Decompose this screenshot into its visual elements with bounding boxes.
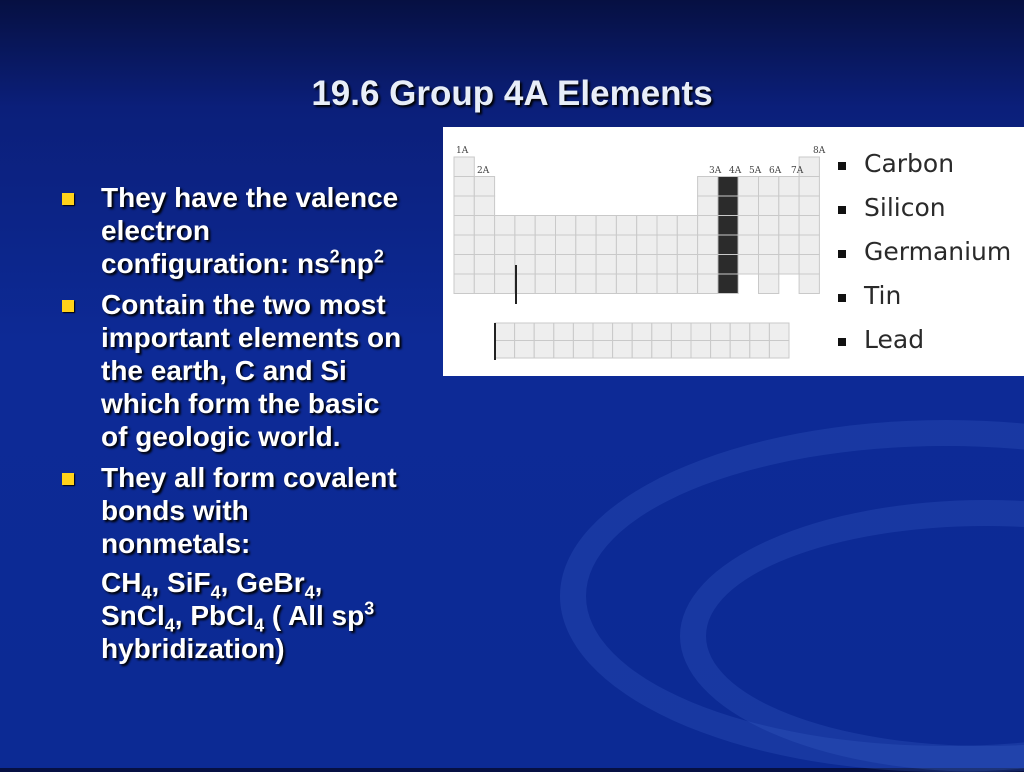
element-cell	[759, 255, 779, 275]
element-cell	[738, 196, 758, 216]
element-cell	[799, 235, 819, 255]
f-block-cell	[750, 323, 770, 341]
element-cell	[495, 255, 515, 275]
element-cell	[779, 177, 799, 197]
element-cell	[515, 235, 535, 255]
element-cell	[454, 255, 474, 275]
element-cell	[535, 274, 555, 294]
legend-label: Tin	[864, 281, 902, 310]
f-block-cell	[711, 341, 731, 359]
element-cell	[698, 177, 718, 197]
f-block-cell	[495, 341, 515, 359]
element-cell	[698, 274, 718, 294]
element-cell	[556, 274, 576, 294]
element-cell	[799, 274, 819, 294]
group-label-4a: 4A	[729, 166, 742, 176]
element-cell	[535, 216, 555, 236]
element-cell	[495, 216, 515, 236]
element-cell	[799, 196, 819, 216]
element-cell	[454, 235, 474, 255]
f-block-cell	[573, 341, 593, 359]
element-cell	[576, 274, 596, 294]
group-4a-cell	[718, 255, 738, 275]
element-cell	[515, 255, 535, 275]
slide-title: 19.6 Group 4A Elements	[311, 74, 713, 113]
element-cell	[474, 216, 494, 236]
element-cell	[616, 255, 636, 275]
element-cell	[637, 255, 657, 275]
f-block-cell	[769, 341, 789, 359]
element-cell	[454, 177, 474, 197]
element-cell	[616, 216, 636, 236]
f-block-cell	[691, 323, 711, 341]
element-cell	[779, 235, 799, 255]
group-4a-cell	[718, 235, 738, 255]
element-cell	[495, 274, 515, 294]
element-cell	[779, 255, 799, 275]
bullet-item	[62, 461, 402, 665]
element-cell	[799, 216, 819, 236]
f-block-cell	[730, 323, 750, 341]
group-label-3a: 3A	[709, 166, 722, 176]
element-cell	[759, 177, 779, 197]
group-label-7a: 7A	[791, 166, 804, 176]
element-cell	[677, 255, 697, 275]
group-label-2a: 2A	[477, 166, 490, 176]
f-block-cell	[554, 341, 574, 359]
element-cell	[657, 274, 677, 294]
legend-label: Silicon	[864, 193, 946, 222]
element-cell	[576, 216, 596, 236]
group-4a-cell	[718, 274, 738, 294]
square-bullet-icon	[838, 294, 846, 302]
legend-item	[838, 325, 1011, 369]
element-cell	[759, 235, 779, 255]
element-cell	[759, 196, 779, 216]
element-cell	[535, 255, 555, 275]
f-block-cell	[711, 323, 731, 341]
f-block-cell	[671, 341, 691, 359]
element-cell	[535, 235, 555, 255]
element-cell	[616, 274, 636, 294]
element-cell	[799, 255, 819, 275]
f-block-cell	[515, 341, 535, 359]
element-cell	[474, 255, 494, 275]
element-cell	[556, 255, 576, 275]
group-label-5a: 5A	[749, 166, 762, 176]
bullet-text: Contain the two most important elements on the earth, C and Si which form the basic of geologic world.	[101, 289, 402, 452]
f-block-cell	[593, 323, 613, 341]
element-cell	[454, 157, 474, 177]
element-cell	[454, 274, 474, 294]
element-cell	[454, 216, 474, 236]
group-4a-cell	[718, 196, 738, 216]
element-cell	[637, 274, 657, 294]
f-block-cell	[613, 341, 633, 359]
legend-label: Germanium	[864, 237, 1012, 266]
element-cell	[637, 235, 657, 255]
legend-item	[838, 281, 1011, 325]
element-cell	[576, 255, 596, 275]
element-cell	[799, 177, 819, 197]
element-cell	[657, 255, 677, 275]
element-cell	[759, 274, 779, 294]
legend-item	[838, 237, 1011, 281]
element-cell	[596, 235, 616, 255]
element-cell	[738, 235, 758, 255]
legend-item	[838, 149, 1011, 193]
square-bullet-icon	[838, 206, 846, 214]
f-block-cell	[593, 341, 613, 359]
f-block-cell	[652, 323, 672, 341]
f-block-cell	[495, 323, 515, 341]
group-label-6a: 6A	[769, 166, 782, 176]
element-cell	[698, 196, 718, 216]
element-cell	[515, 274, 535, 294]
f-block-cell	[632, 323, 652, 341]
element-cell	[576, 235, 596, 255]
bullet-item	[62, 181, 402, 280]
f-block-cell	[554, 323, 574, 341]
element-cell	[698, 235, 718, 255]
f-block-cell	[671, 323, 691, 341]
bullet-text: They all form covalent bonds with nonmetals:	[101, 462, 397, 559]
f-block-cell	[652, 341, 672, 359]
f-block-cell	[613, 323, 633, 341]
element-cell	[495, 235, 515, 255]
element-cell	[596, 216, 616, 236]
element-cell	[474, 235, 494, 255]
element-cell	[738, 177, 758, 197]
element-cell	[515, 216, 535, 236]
f-block-cell	[534, 341, 554, 359]
element-cell	[779, 196, 799, 216]
square-bullet-icon	[62, 300, 74, 312]
element-cell	[738, 216, 758, 236]
chemical-formulas: $CH_4$, SiF$_4$, GeBr$_4$, SnCl$_4$, PbCl$_4$ ( All $sp^3$ hybridization)	[101, 567, 375, 664]
element-cell	[657, 235, 677, 255]
bullet-text: They have the valence electron configuration: $ns^2np^2$	[101, 182, 399, 279]
element-cell	[738, 255, 758, 275]
f-block-cell	[573, 323, 593, 341]
element-cell	[474, 196, 494, 216]
f-block-cell	[534, 323, 554, 341]
legend-label: Lead	[864, 325, 925, 354]
f-block-cell	[691, 341, 711, 359]
f-block-cell	[515, 323, 535, 341]
f-block-cell	[769, 323, 789, 341]
element-cell	[454, 196, 474, 216]
element-cell	[779, 216, 799, 236]
legend-label: Carbon	[864, 149, 955, 178]
element-cell	[698, 216, 718, 236]
element-cell	[556, 216, 576, 236]
square-bullet-icon	[62, 473, 74, 485]
periodic-table-figure	[443, 127, 1024, 376]
element-legend	[838, 149, 1011, 369]
group-4a-cell	[718, 216, 738, 236]
f-block-cell	[632, 341, 652, 359]
element-cell	[596, 274, 616, 294]
element-cell	[616, 235, 636, 255]
square-bullet-icon	[838, 250, 846, 258]
element-cell	[677, 274, 697, 294]
square-bullet-icon	[838, 162, 846, 170]
f-block-cell	[730, 341, 750, 359]
legend-item	[838, 193, 1011, 237]
square-bullet-icon	[838, 338, 846, 346]
element-cell	[657, 216, 677, 236]
element-cell	[474, 274, 494, 294]
element-cell	[596, 255, 616, 275]
bullet-item	[62, 288, 402, 453]
square-bullet-icon	[62, 193, 74, 205]
bullet-list	[62, 181, 402, 673]
group-label-1a: 1A	[456, 146, 469, 156]
element-cell	[677, 235, 697, 255]
element-cell	[474, 177, 494, 197]
element-cell	[637, 216, 657, 236]
element-cell	[677, 216, 697, 236]
group-label-8a: 8A	[813, 146, 826, 156]
element-cell	[698, 255, 718, 275]
group-4a-cell	[718, 177, 738, 197]
element-cell	[759, 216, 779, 236]
f-block-cell	[750, 341, 770, 359]
element-cell	[556, 235, 576, 255]
